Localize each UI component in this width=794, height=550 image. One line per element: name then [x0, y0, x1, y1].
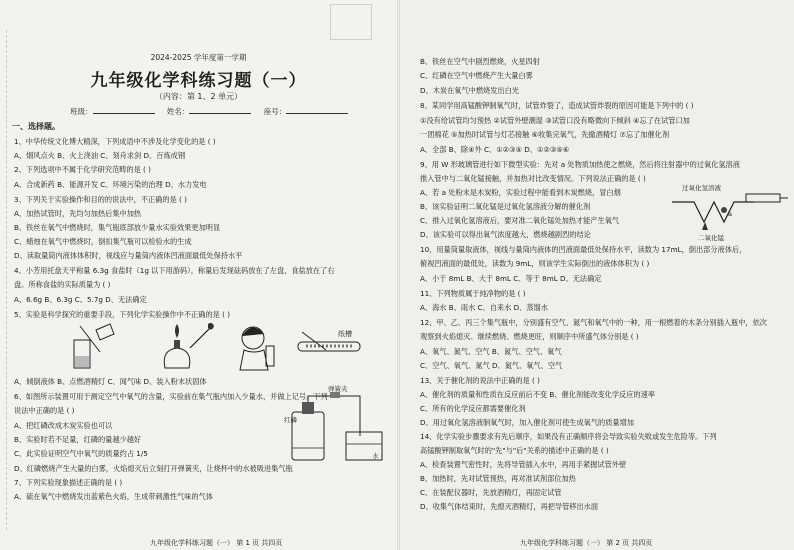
question-line: 说法中正确的是 ( )	[14, 406, 75, 415]
faint-stamp	[330, 4, 372, 40]
question-line: ①没有给试管均匀预热 ②试管外壁潮湿 ③试管口没有略微向下倾斜 ④忘了在试管口加	[420, 116, 690, 125]
question-line: B、实验时若不足量，红磷的量越少越好	[14, 435, 142, 444]
student-info	[70, 106, 358, 117]
clamp-label: 弹簧夹	[328, 385, 348, 393]
alcohol-lamp-figure	[164, 323, 214, 368]
question-line: B、该实验证明二氧化锰是过氧化氢溶液分解的催化剂	[420, 202, 591, 211]
question-line: C、此实验证明空气中氧气的质量约占 1/5	[14, 449, 148, 458]
mno2-label: 二氧化锰	[698, 234, 724, 242]
question-line: D、红磷燃烧产生大量的白雾，火焰熄灭后立刻打开弹簧夹，让烧杯中的水被吸进集气瓶	[14, 464, 293, 473]
question-line: D、木炭在氧气中燃烧发出白光	[420, 86, 519, 95]
question-line: 12、甲、乙、丙三个集气瓶中，分别盛有空气、氮气和氧气中的一种，用一根燃着的木条分别插入瓶中，依次	[420, 318, 767, 327]
question-line: C、蜡烛在氧气中燃烧时，倒扣集气瓶可以检验水的生成	[14, 237, 192, 246]
question-line: A、加热试管时，先均匀加热后集中加热	[14, 209, 142, 218]
question-line: A、催化剂的质量和性质在反应前后不变 B、催化剂能改变化学反应的速率	[420, 390, 655, 399]
question-line: 盘。所称食盐的实际质量为 ( )	[14, 280, 111, 289]
pour-liquid-figure	[74, 324, 114, 368]
question-line: B、铁丝在空气中剧烈燃烧，火星四射	[420, 57, 540, 66]
water-label: 水	[372, 452, 379, 460]
question-line: C、推入过氧化氢溶液后，要对准二氧化锰处加热才能产生氧气	[420, 216, 620, 225]
binding-margin	[6, 30, 8, 530]
question-line: 4、小芳用托盘天平称量 6.3g 食盐时（1g 以下用游码），称量后发现砝码放在了左盘，食盐放在了右	[14, 266, 335, 275]
question-line: A、若 a 处粉末是木炭粉，实验过程中能看到木炭燃烧，冒白烟	[420, 188, 621, 197]
point-a-label: a	[728, 210, 732, 218]
syringe-label: 过氧化氢溶液	[682, 184, 721, 192]
q9-w-tube	[668, 180, 790, 242]
question-line: B、铁丝在氧气中燃烧时，集气瓶底部放少量水实验效果更加明显	[14, 223, 221, 232]
question-line: A、检查装置气密性时，先将导管插入水中，再用手紧握试管外壁	[420, 460, 627, 469]
question-line: 13、关于催化剂的说法中正确的是 ( )	[420, 376, 540, 385]
question-line: 观察到火焰熄灭、继续燃烧、燃烧更旺，则顺序中所盛气体分别是 ( )	[420, 332, 639, 341]
question-line: 俯视凹液面的最低处，读数为 9mL，则该学生实际倒出的液体体积为 ( )	[420, 259, 650, 268]
class-field[interactable]	[93, 106, 155, 114]
question-line: C、在装配仪器时，先放酒精灯，再固定试管	[420, 488, 562, 497]
question-line: C、红磷在空气中燃烧产生大量白雾	[420, 71, 533, 80]
question-line: 14、化学实验步骤要求有先后顺序，如果没有正确顺序将会导致实验失败或发生危险等。下列	[420, 432, 717, 441]
question-line: A、硫在氧气中燃烧发出蓝紫色火焰，生成带刺激性气味的气体	[14, 492, 213, 501]
page-2	[400, 0, 794, 550]
page-footer-left: 九年级化学科练习题（一） 第 1 页 共四页	[150, 539, 283, 547]
question-line: 1、中华传统文化博大精深，下列成语中不涉及化学变化的是 ( )	[14, 137, 216, 146]
question-line: D、用过氧化氢溶液制氧气时，加入催化剂可使生成氧气的质量增加	[420, 418, 634, 427]
question-line: 6、如图所示装置可用于测定空气中氧气的含量，实验前在集气瓶内加入少量水，并做上记号。下列	[14, 392, 328, 401]
page-title: 九年级化学科练习题（一）	[90, 71, 307, 91]
question-line: 11、下列物质属于纯净物的是 ( )	[420, 289, 526, 298]
paper-trough-label: 纸槽	[338, 330, 352, 338]
question-line: 8、某同学用高锰酸钾制氧气时，试管炸裂了，造成试管炸裂的原因可能是下列中的 ( )	[420, 101, 694, 110]
smell-gas-figure	[240, 327, 274, 370]
question-line: 一团棉花 ⑤加热时试管与灯芯接触 ⑥收集完氧气，先撤酒精灯 ⑦忘了加催化剂	[420, 130, 670, 139]
question-line: 3、下列关于实验操作和目的的说法中，不正确的是 ( )	[14, 195, 187, 204]
red-phosphorus-label: 红磷	[284, 416, 297, 424]
name-field[interactable]	[189, 106, 251, 114]
page-footer-right: 九年级化学科练习题（一） 第 2 页 共四页	[520, 539, 653, 547]
section-heading: 一、选择题。	[12, 122, 60, 131]
question-line: 9、用 W 形玻璃管进行如下微型实验：先对 a 处物质加热使之燃烧，然后将注射器中的过氧化氢溶液	[420, 160, 740, 169]
question-line: 高锰酸钾制取氧气时的"先"与"后"关系的描述中正确的是 ( )	[420, 446, 609, 455]
seat-label: 座号：	[263, 107, 287, 116]
question-line: D、读取量筒内液体体积时，视线应与量筒内液体凹液面最低处保持水平	[14, 251, 243, 260]
question-line: D、该实验可以得出氧气浓度越大，燃烧越剧烈的结论	[420, 230, 591, 239]
class-label: 班级：	[70, 107, 93, 116]
school-year: 2024-2025 学年度第一学期	[150, 53, 247, 62]
question-line: A、海水 B、雨水 C、自来水 D、蒸馏水	[420, 303, 548, 312]
q5-figures	[70, 322, 370, 374]
question-line: 2、下列选项中不属于化学研究范畴的是 ( )	[14, 165, 151, 174]
question-line: A、氧气、氮气、空气 B、氮气、空气、氧气	[420, 347, 562, 356]
q6-apparatus	[284, 385, 394, 466]
content-scope: （内容：第 1、2 单元）	[154, 92, 243, 101]
question-line: B、加热时，先对试管预热，再对准试剂部位加热	[420, 474, 576, 483]
question-line: A、6.6g B、6.3g C、5.7g D、无法确定	[14, 295, 147, 304]
question-line: C、所有的化学反应都需要催化剂	[420, 404, 526, 413]
question-line: A、烟风点火 B、火上浇油 C、刻舟求剑 D、百炼成钢	[14, 151, 186, 160]
question-line: A、全部 B、除④外 C、①②③⑤ D、①②③⑤⑥	[420, 145, 570, 154]
question-line: A、把红磷改成木炭实验也可以	[14, 421, 113, 430]
question-line: 推入管中与二氧化锰接触，并加热对比改变情况。下列说法正确的是 ( )	[420, 174, 646, 183]
question-line: 7、下列实验现象描述正确的是 ( )	[14, 478, 123, 487]
question-line: D、收集气体结束时，先熄灭酒精灯，再把导管移出水面	[420, 502, 599, 511]
question-line: 10、用量筒量取液体，视线与量筒内液体的凹液面最低处保持水平，读数为 17mL，倒出部分液体后，	[420, 245, 747, 254]
question-line: C、空气、氧气、氮气 D、氮气、氧气、空气	[420, 361, 563, 370]
name-label: 姓名：	[166, 107, 190, 116]
question-line: A、倾倒液体 B、点燃酒精灯 C、闻气味 D、装入粉末状固体	[14, 377, 207, 386]
question-line: 5、实验是科学探究的重要手段，下列化学实验操作中不正确的是 ( )	[14, 310, 231, 319]
question-line: A、小于 8mL B、大于 8mL C、等于 8mL D、无法确定	[420, 274, 602, 283]
seat-field[interactable]	[286, 106, 348, 114]
question-line: A、合成新药 B、能源开发 C、环境污染的治理 D、水力发电	[14, 180, 207, 189]
